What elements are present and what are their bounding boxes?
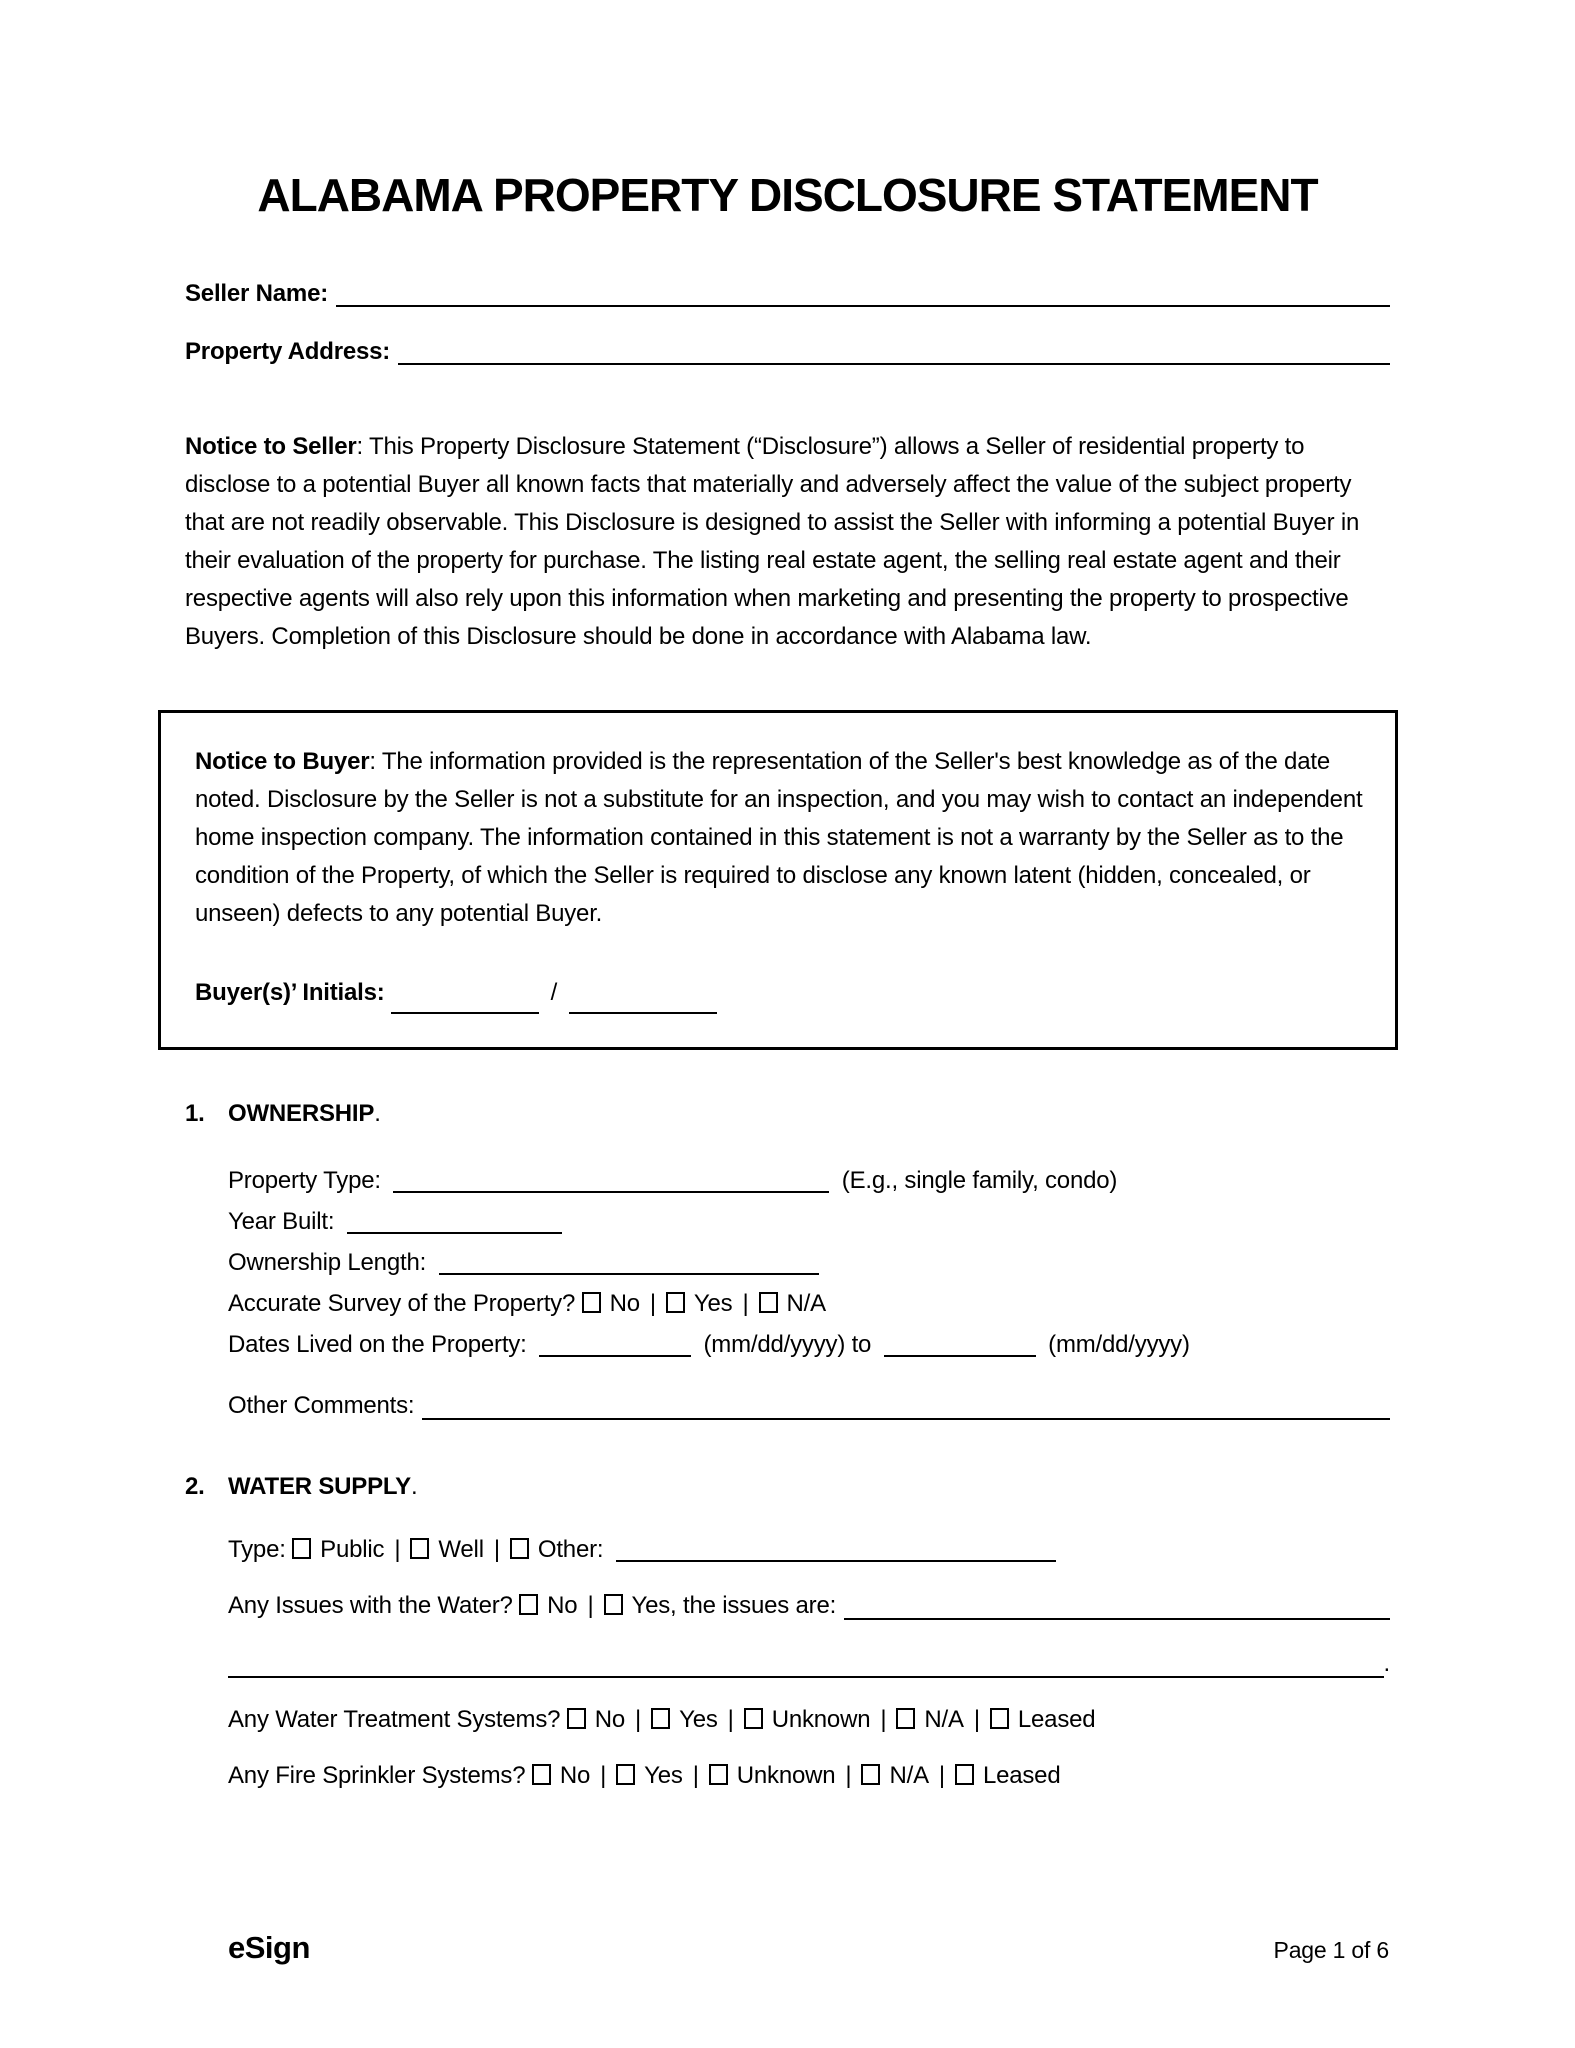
sprinkler-yes-label: Yes (644, 1762, 683, 1789)
treatment-na-checkbox[interactable] (896, 1708, 915, 1729)
water-issues-yes-label: Yes, the issues are: (631, 1592, 837, 1619)
seller-name-label: Seller Name: (185, 280, 329, 307)
separator: | (938, 1762, 945, 1789)
page-number: Page 1 of 6 (1273, 1937, 1389, 1963)
water-treatment-field (228, 1703, 1390, 1737)
water-type-public-checkbox[interactable] (292, 1538, 311, 1559)
other-comments-line[interactable] (422, 1418, 1390, 1420)
initials-slash: / (550, 979, 558, 1006)
dates-from-line[interactable] (539, 1355, 691, 1357)
fire-sprinkler-label: Any Fire Sprinkler Systems? (228, 1762, 526, 1789)
seller-name-field (185, 278, 1390, 310)
water-type-public-label: Public (320, 1536, 385, 1563)
sprinkler-na-label: N/A (889, 1762, 929, 1789)
water-issues-field (228, 1589, 1390, 1623)
property-type-field (228, 1160, 1390, 1201)
treatment-unknown-checkbox[interactable] (744, 1708, 763, 1729)
survey-field (228, 1283, 1390, 1324)
notice-to-seller-label: Notice to Seller (185, 433, 357, 460)
survey-na-label: N/A (786, 1290, 826, 1317)
separator: | (649, 1290, 656, 1317)
buyer-initials-line-1[interactable] (391, 1012, 539, 1014)
ownership-length-label: Ownership Length: (228, 1249, 427, 1276)
water-type-other-line[interactable] (616, 1560, 1056, 1562)
property-type-label: Property Type: (228, 1167, 381, 1194)
sprinkler-no-checkbox[interactable] (532, 1764, 551, 1785)
separator: | (742, 1290, 749, 1317)
year-built-label: Year Built: (228, 1208, 335, 1235)
property-type-line[interactable] (393, 1191, 829, 1193)
section-water-title: WATER SUPPLY (228, 1473, 411, 1500)
separator: | (493, 1536, 500, 1563)
water-issues-line[interactable] (844, 1618, 1390, 1620)
water-issues-no-label: No (547, 1592, 578, 1619)
ownership-length-field (228, 1242, 1390, 1283)
section-water-number: 2. (185, 1473, 205, 1500)
water-issues-no-checkbox[interactable] (519, 1594, 538, 1615)
section-water-heading (185, 1471, 1390, 1503)
esign-logo: eSign (228, 1930, 310, 1965)
survey-na-checkbox[interactable] (759, 1292, 778, 1313)
water-type-other-checkbox[interactable] (510, 1538, 529, 1559)
treatment-yes-checkbox[interactable] (651, 1708, 670, 1729)
water-type-label: Type: (228, 1536, 286, 1563)
water-issues-line-2[interactable] (228, 1676, 1384, 1678)
buyer-initials-row (195, 977, 1365, 1009)
separator: | (692, 1762, 699, 1789)
section-ownership-heading (185, 1098, 1390, 1130)
water-type-other-label: Other: (537, 1536, 604, 1563)
seller-name-line[interactable] (336, 305, 1390, 307)
dates-lived-label: Dates Lived on the Property: (228, 1331, 527, 1358)
water-type-well-label: Well (438, 1536, 484, 1563)
buyer-initials-line-2[interactable] (569, 1012, 717, 1014)
year-built-line[interactable] (347, 1232, 562, 1234)
treatment-no-label: No (594, 1706, 626, 1733)
treatment-unknown-label: Unknown (771, 1706, 871, 1733)
section-water-period: . (410, 1473, 418, 1500)
fire-sprinkler-field (228, 1759, 1390, 1793)
separator: | (880, 1706, 887, 1733)
notice-to-buyer-label: Notice to Buyer (195, 748, 370, 775)
notice-to-buyer (195, 743, 1365, 933)
page-title: ALABAMA PROPERTY DISCLOSURE STATEMENT (257, 169, 1318, 221)
survey-no-label: No (609, 1290, 640, 1317)
treatment-na-label: N/A (924, 1706, 964, 1733)
water-type-field (228, 1533, 1390, 1567)
treatment-leased-checkbox[interactable] (990, 1708, 1009, 1729)
separator: | (727, 1706, 734, 1733)
notice-to-buyer-box (158, 710, 1398, 1050)
water-type-well-checkbox[interactable] (410, 1538, 429, 1559)
dates-from-format: (mm/dd/yyyy) (703, 1331, 846, 1358)
dates-lived-field (228, 1324, 1390, 1365)
property-address-label: Property Address: (185, 338, 391, 365)
water-issues-label: Any Issues with the Water? (228, 1592, 513, 1619)
notice-to-seller (185, 428, 1390, 656)
year-built-field (228, 1201, 1390, 1242)
separator: | (587, 1592, 594, 1619)
property-address-field (185, 336, 1390, 368)
sprinkler-unknown-label: Unknown (736, 1762, 836, 1789)
survey-yes-label: Yes (693, 1290, 733, 1317)
other-comments-field (228, 1389, 1390, 1423)
dates-to-line[interactable] (884, 1355, 1036, 1357)
section-water-body (228, 1533, 1390, 1793)
treatment-leased-label: Leased (1017, 1706, 1096, 1733)
notice-to-buyer-text: : The information provided is the representation of the Seller's best knowledge as of the date noted. Disclosure by the Seller is not a substitute for an inspection, and you may wish to contact an independent home inspection company. The information contained in this statement is not a warranty by the Seller as to the condition of the Property, of which the Seller is required to disclose any known latent (hidden, concealed, or unseen) defects to any potential Buyer. (195, 748, 1363, 927)
notice-to-seller-text: : This Property Disclosure Statement (“Disclosure”) allows a Seller of residential property to disclose to a potential Buyer all known facts that materially and adversely affect the value of the subject property that are not readily observable. This Disclosure is designed to assist the Seller with informing a potential Buyer in their evaluation of the property for purchase. The listing real estate agent, the selling real estate agent and their respective agents will also rely upon this information when marketing and presenting the property to prospective Buyers. Completion of this Disclosure should be done in accordance with Alabama law. (185, 433, 1360, 650)
separator: | (600, 1762, 607, 1789)
section-ownership-period: . (374, 1100, 381, 1127)
water-issues-yes-checkbox[interactable] (604, 1594, 623, 1615)
sprinkler-leased-checkbox[interactable] (955, 1764, 974, 1785)
dates-to-format: (mm/dd/yyyy) (1048, 1331, 1190, 1358)
separator: | (635, 1706, 642, 1733)
sprinkler-no-label: No (559, 1762, 591, 1789)
separator: | (845, 1762, 852, 1789)
survey-yes-checkbox[interactable] (666, 1292, 685, 1313)
ownership-length-line[interactable] (439, 1273, 819, 1275)
sprinkler-na-checkbox[interactable] (861, 1764, 880, 1785)
buyer-initials-label: Buyer(s)’ Initials: (195, 979, 385, 1006)
survey-no-checkbox[interactable] (582, 1292, 601, 1313)
dates-to-word: to (851, 1331, 872, 1358)
other-comments-label: Other Comments: (228, 1392, 415, 1419)
page-footer (228, 1930, 1389, 1966)
sprinkler-yes-checkbox[interactable] (616, 1764, 635, 1785)
sprinkler-leased-label: Leased (982, 1762, 1061, 1789)
separator: | (973, 1706, 980, 1733)
property-address-line[interactable] (398, 363, 1390, 365)
sprinkler-unknown-checkbox[interactable] (709, 1764, 728, 1785)
section-ownership-title: OWNERSHIP (228, 1100, 375, 1127)
water-issues-period: . (1383, 1650, 1390, 1677)
section-ownership-number: 1. (185, 1100, 205, 1127)
treatment-yes-label: Yes (679, 1706, 718, 1733)
separator: | (394, 1536, 401, 1563)
water-issues-continuation (228, 1647, 1390, 1681)
water-treatment-label: Any Water Treatment Systems? (228, 1706, 561, 1733)
section-ownership-body (228, 1160, 1390, 1423)
property-type-hint: (E.g., single family, condo) (841, 1167, 1118, 1194)
treatment-no-checkbox[interactable] (567, 1708, 586, 1729)
survey-label: Accurate Survey of the Property? (228, 1290, 576, 1317)
